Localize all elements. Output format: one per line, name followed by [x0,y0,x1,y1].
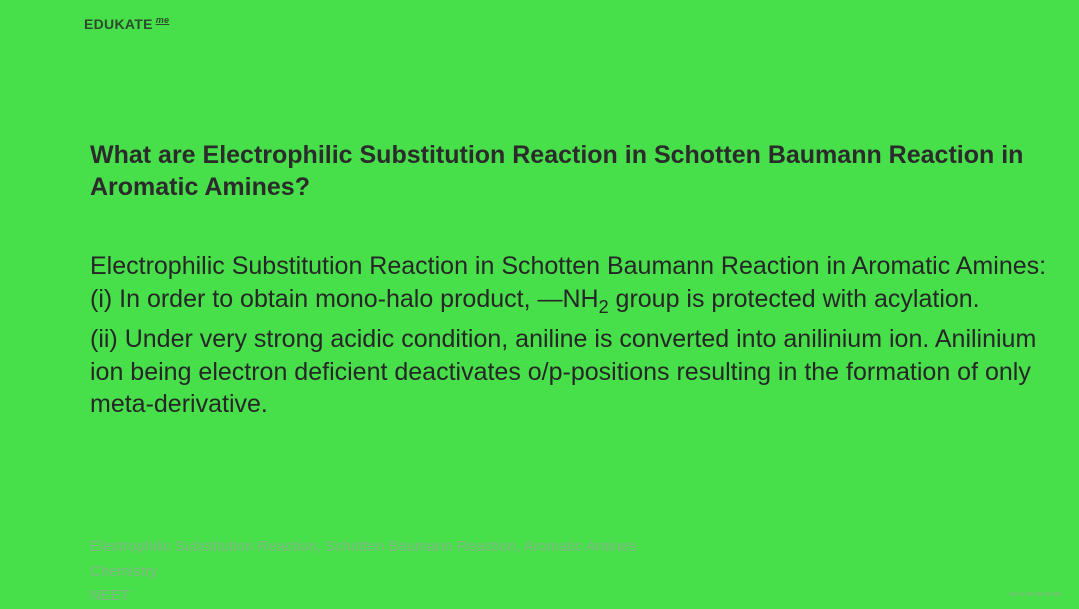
answer-body [90,250,1050,421]
answer-point-2: (ii) Under very strong acidic condition, aniline is converted into anilinium ion. Anilinium ion being electron deficient deactivates o/p-positions resulting in the formation of only meta-derivative. [90,325,1037,418]
watermark-mark [1009,586,1069,596]
point1-after: group is protected with acylation. [608,284,980,313]
tag-list [90,535,636,609]
question-title: What are Electrophilic Substitution Reaction in Schotten Baumann Reaction in Aromatic Amines? [90,141,1024,201]
brand-name: EDUKATE [84,16,153,32]
brand-suffix: me [155,15,170,25]
tag-subject: Chemistry [90,562,158,580]
nh2-subscript: 2 [598,296,609,317]
answer-intro: Electrophilic Substitution Reaction in Schotten Baumann Reaction in Aromatic Amines: [90,252,1047,280]
tag-topics: Electrophilic Substitution Reaction, Schotten Baumann Reaction, Aromatic Amines [90,538,637,555]
answer-point-1 [90,283,1050,324]
tag-exam: NEET [90,587,131,604]
point1-before: (i) In order to obtain mono-halo product, —NH [90,284,599,313]
brand-logo [84,16,169,32]
